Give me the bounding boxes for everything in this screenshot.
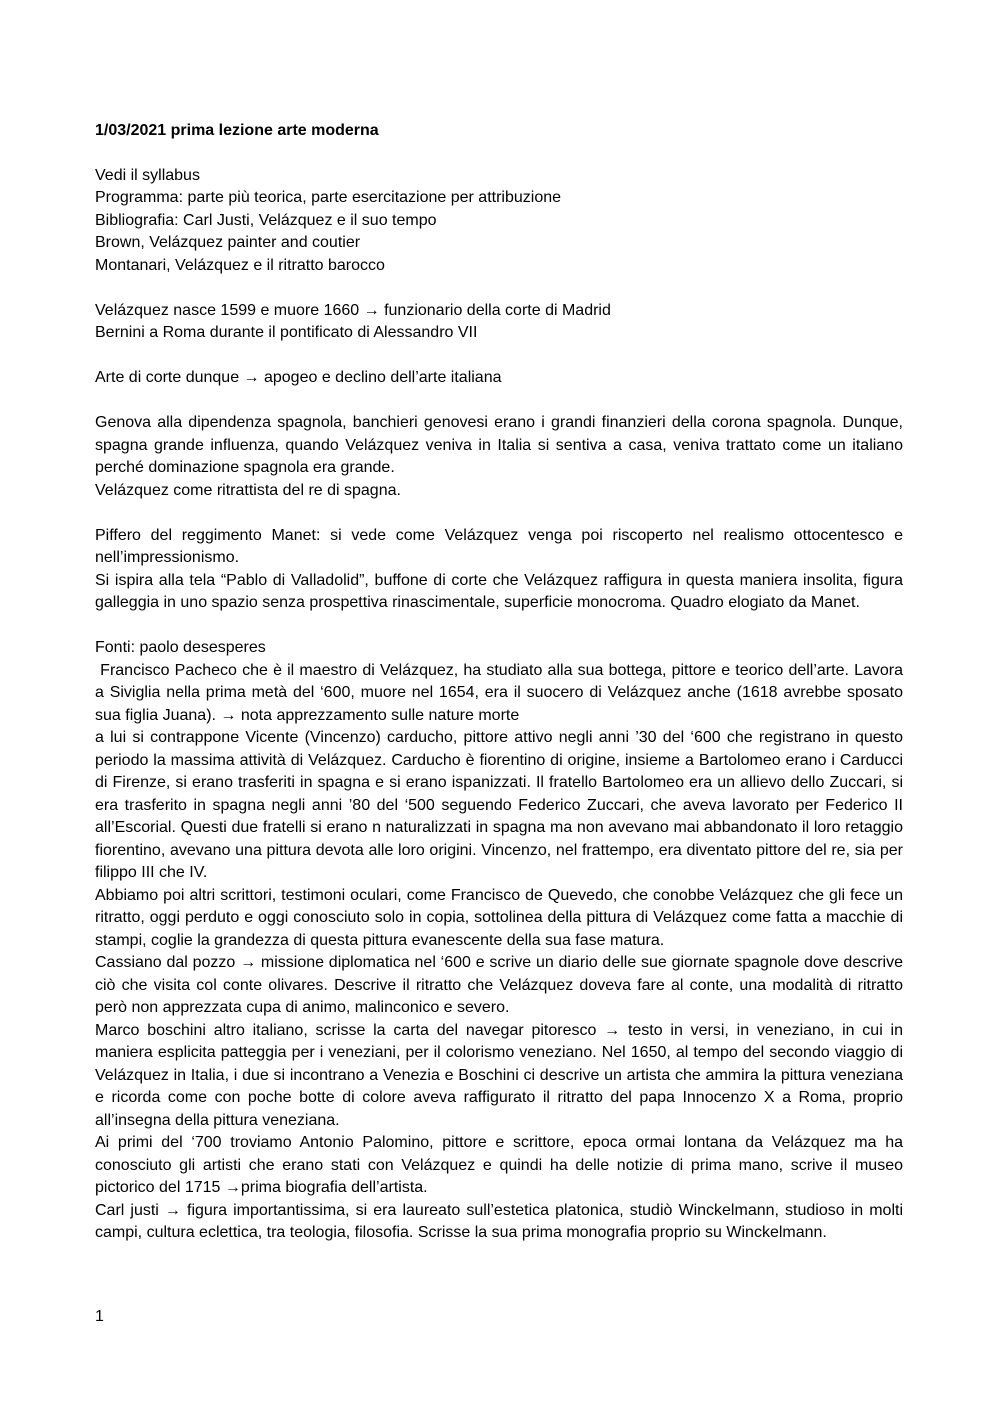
fact-line: Bernini a Roma durante il pontificato di Alessandro VII: [95, 324, 478, 341]
paragraph-pablo: Si ispira alla tela “Pablo di Valladolid”, buffone di corte che Velázquez raffigura in questa maniera insolita, figura galleggia in uno spazio senza prospettiva rinascimentale, superficie monocroma. Quadro elogiato da Manet.: [95, 571, 903, 611]
paragraph-pozzo: Cassiano dal pozzo → missione diplomatica nel ‘600 e scrive un diario delle sue giornate spagnole dove descrive ciò che visita col conte olivares. Descrive il ritratto che Velázquez doveva fare al conte, una modalità di ritratto però non apprezzata cupa di animo, malinconico e severo.: [95, 954, 903, 1016]
document-body: [95, 120, 908, 1245]
fact-line: Velázquez nasce 1599 e muore 1660 → funzionario della corte di Madrid: [95, 301, 611, 319]
intro-line: Brown, Velázquez painter and coutier: [95, 234, 361, 251]
paragraph-palomino: Ai primi del ‘700 troviamo Antonio Palomino, pittore e scrittore, epoca ormai lontana da Velázquez ma ha conosciuto gli artisti che erano stati con Velázquez e quindi ha delle notizie di prima mano, scrive il museo pictorico del 1715 →prima biografia dell’artista.: [95, 1134, 903, 1196]
intro-line: Bibliografia: Carl Justi, Velázquez e il suo tempo: [95, 211, 437, 229]
paragraph-pacheco: Francisco Pacheco che è il maestro di Velázquez, ha studiato alla sua bottega, pittore e teorico dell’arte. Lavora a Siviglia nella prima metà del ‘600, muore nel 1654, era il suocero di Velázquez anche (1618 avrebbe sposato sua figlia Juana). → nota apprezzamento sulle nature morte: [95, 661, 908, 724]
paragraph-ritrattista: Velázquez come ritrattista del re di spagna.: [95, 481, 401, 499]
paragraph-quevedo: Abbiamo poi altri scrittori, testimoni oculari, come Francisco de Quevedo, che conobbe Velázquez che gli fece un ritratto, oggi perduto e oggi conosciuto solo in copia, sottolinea della pittura di Velázquez come fatta a macchie di stampi, coglie la grandezza di questa pittura evanescente della sua fase matura.: [95, 886, 903, 949]
document-title: 1/03/2021 prima lezione arte moderna: [95, 122, 379, 139]
paragraph-boschini: Marco boschini altro italiano, scrisse la carta del navegar pitoresco → testo in versi, in veneziano, in cui in maniera esplicita patteggia per i veneziani, per il colorismo veneziano. Nel 1650, al tempo del secondo viaggio di Velázquez in Italia, i due si incontrano a Venezia e Boschini ci descrive un artista che ammira la pittura veneziana e ricorda come con poche botte di colore aveva raffigurato il ritratto del papa Innocenzo X a Roma, proprio all’insegna della pittura veneziana.: [95, 1021, 903, 1129]
intro-line: Vedi il syllabus: [95, 166, 200, 184]
intro-line: Montanari, Velázquez e il ritratto barocco: [95, 256, 385, 274]
court-line: Arte di corte dunque → apogeo e declino dell’arte italiana: [95, 369, 502, 386]
paragraph-piffero: Piffero del reggimento Manet: si vede come Velázquez venga poi riscoperto nel realismo ottocentesco e nell’impressionismo.: [95, 526, 903, 566]
page-number: 1: [95, 1308, 104, 1325]
paragraph-genova: Genova alla dipendenza spagnola, banchieri genovesi erano i grandi finanzieri della corona spagnola. Dunque, spagna grande influenza, quando Velázquez veniva in Italia si sentiva a casa, veniva trattato come un italiano perché dominazione spagnola era grande.: [95, 414, 903, 476]
paragraph-carducho: a lui si contrappone Vicente (Vincenzo) carducho, pittore attivo negli anni ’30 del ‘600 che registrano in questo periodo la massima attività di Velázquez. Carducho è fiorentino di origine, insieme a Bartolomeo erano i Carducci di Firenze, si erano trasferiti in spagna e si erano ispanizzati. Il fratello Bartolomeo era un allievo dello Zuccari, si era trasferito in spagna negli anni ’80 del ‘500 seguendo Federico Zuccari, che aveva lavorato per Federico II all’Escorial. Questi due fratelli si erano n naturalizzati in spagna ma non avevano mai abbandonato il loro retaggio fiorentino, avevano una pittura devota alle loro origini. Vincenzo, nel frattempo, era diventato pittore del re, sia per filippo III che IV.: [95, 729, 903, 881]
fonti-heading: Fonti: paolo desesperes: [95, 639, 266, 656]
paragraph-justi: Carl justi → figura importantissima, si era laureato sull’estetica platonica, studiò Winckelmann, studioso in molti campi, cultura eclettica, tra teologia, filosofia. Scrisse la sua prima monografia proprio su Winckelmann.: [95, 1201, 903, 1241]
intro-line: Programma: parte più teorica, parte esercitazione per attribuzione: [95, 189, 562, 206]
